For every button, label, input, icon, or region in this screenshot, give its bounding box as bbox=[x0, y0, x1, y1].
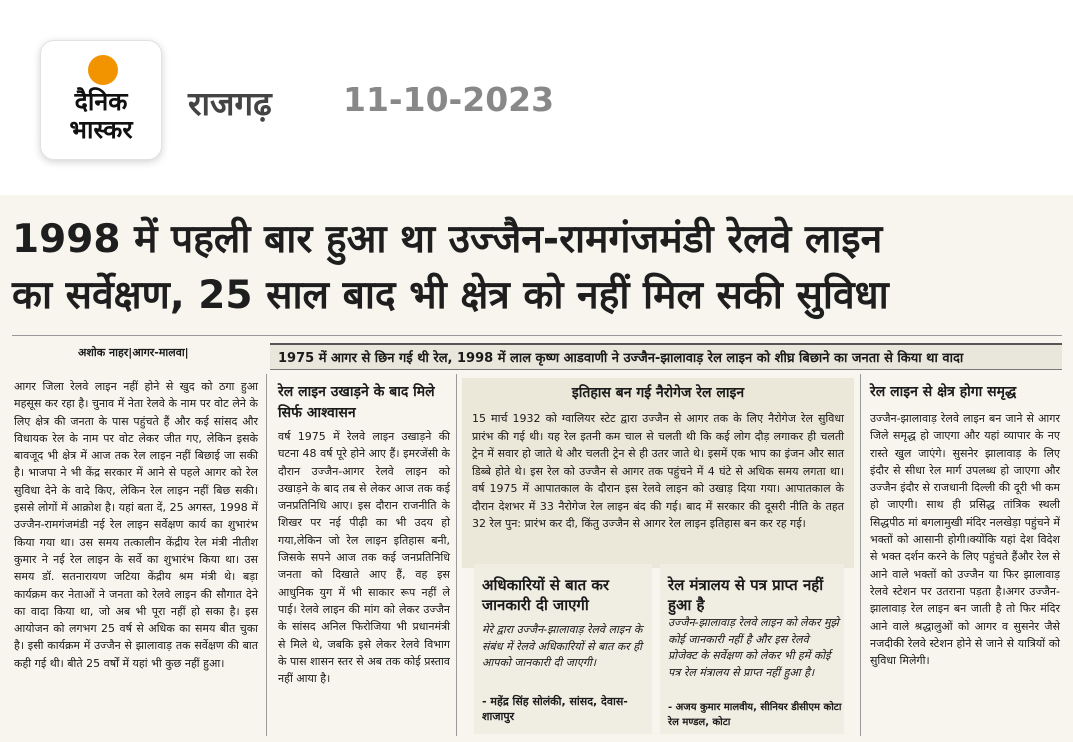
column-4-text: उज्जैन-झालावाड़ रेलवे लाइन बन जाने से आगर जिले समृद्ध हो जाएगा और यहां व्यापार के नए रास्ते खुल जाएंगे। सुसनेर झालावाड़ के लिए इंदौर से सीधा रेल मार्ग उपलब्ध हो जाएगा और उज्जैन इंदौर से राजधानी दिल्ली की दूरी भी कम हो जाएगी। साथ ही प्रसिद्ध तांत्रिक स्थली सिद्धपीठ मां बगलामुखी मंदिर नलखेड़ा पहुंचने में भक्तों को आसानी होगी।क्योंकि यहां देश विदेश से भक्त दर्शन करने के लिए पहुंचते हैंऔर रेल से आने वाले भक्तों को उज्जैन या फिर झालावाड़ रेलवे स्टेशन पर उतराना पड़ता है।अगर उज्जैन-झालावाड़ रेल लाइन बन जाती है तो फिर मंदिर आने वाले श्रद्धालुओं को आगर व सुसनेर जैसे नजदीकी रेलवे स्टेशन होने से जाने से यात्रियों को सुविधा मिलेगी। bbox=[870, 412, 1060, 668]
logo-text-line1: दैनिक bbox=[74, 87, 128, 116]
column-divider bbox=[860, 374, 861, 736]
quote-2-source: - अजय कुमार मालवीय, सीनियर डीसीएम कोटा रेल मण्डल, कोटा bbox=[668, 702, 842, 728]
byline: अशोक नाहर|आगर-मालवा| bbox=[78, 346, 189, 359]
quote-2-heading: रेल मंत्रालय से पत्र प्राप्त नहीं हुआ है bbox=[668, 576, 824, 614]
column-2-text: वर्ष 1975 में रेलवे लाइन उखाड़ने की घटना 48 वर्ष पूरे होने आए हैं। इमरजेंसी के दौरान उज्जैन-आगर रेलवे लाइन को उखाड़ने के बाद तब से लेकर आज तक कई जनप्रतिनिधि आए। इस दौरान राजनीति के शिखर पर नई पीढ़ी का भी उदय हो गया,लेकिन जो रेल लाइन इतिहास बनी, जिसके सपने आज तक कई जनप्रतिनिधि जनता को दिखाते आए हैं, वह इस आधुनिक युग में भी साकार रूप नहीं ले पाई। रेलवे लाइन की मांग को लेकर उज्जैन के सांसद अनिल फिरोजिया भी प्रधानमंत्री से मिले थे, जबकि इसे लेकर रेलवे विभाग के पास शासन स्तर से अब तक कोई प्रस्ताव नहीं आया है। bbox=[278, 430, 450, 686]
quote-1-text: मेरे द्वारा उज्जैन-झालावाड़ रेलवे लाइन के संबंध में रेलवे अधिकारियों से बात कर ही आपको जानकारी दी जाएगी। bbox=[482, 623, 643, 669]
edition-date: 11-10-2023 bbox=[343, 80, 555, 119]
quote-1-heading: अधिकारियों से बात कर जानकारी दी जाएगी bbox=[482, 576, 610, 614]
logo-text-line2: भास्कर bbox=[69, 115, 133, 144]
column-divider bbox=[456, 374, 457, 736]
column-4-heading: रेल लाइन से क्षेत्र होगा समृद्ध bbox=[870, 384, 1017, 400]
quote-2-text: उज्जैन-झालावाड़ रेलवे लाइन को लेकर मुझे कोई जानकारी नहीं है और इस रेलवे प्रोजेक्ट के सर्वेक्षण को लेकर भी हमें कोई पत्र रेल मंत्रालय से प्राप्त नहीं हुआ है। bbox=[668, 616, 839, 679]
city-name: राजगढ़ bbox=[188, 84, 272, 123]
column-2-heading: रेल लाइन उखाड़ने के बाद मिले सिर्फ आश्वासन bbox=[278, 384, 435, 421]
headline-line2: का सर्वेक्षण, 25 साल बाद भी क्षेत्र को नहीं मिल सकी सुविधा bbox=[12, 273, 889, 318]
sun-icon bbox=[88, 55, 118, 85]
ribbon-text: 1975 में आगर से छिन गई थी रेल, 1998 में लाल कृष्ण आडवाणी ने उज्जैन-झालावाड़ रेल लाइन को शीघ्र बिछाने का जनता से किया था वादा bbox=[278, 351, 964, 366]
dainik-bhaskar-logo bbox=[40, 40, 162, 160]
divider bbox=[12, 335, 1062, 336]
column-1-text: आगर जिला रेलवे लाइन नहीं होने से खुद को ठगा हुआ महसूस कर रहा है। चुनाव में नेता रेलवे के नाम पर वोट लेने के लिए क्षेत्र की जनता के पास पहुंचते हैं और कई सांसद और विधायक रेल के नाम पर वोट लेकर जीत गए, लेकिन इसके बावजूद भी क्षेत्र में आज तक रेल लाइन नहीं बिछाई जा सकी है। भाजपा ने भी केंद्र सरकार में आने से पहले आगर को रेल सुविधा देने के वादे किए, लेकिन रेल लाइन नहीं बिछ सकी। इससे लोगों में आक्रोश है। यहां बता दें, 25 अगस्त, 1998 में उज्जैन-रामगंजमंडी नई रेल लाइन सर्वेक्षण कार्य का शुभारंभ किया गया था। उस समय तत्कालीन केंद्रीय रेल मंत्री नीतीश कुमार ने नई रेल लाइन के सर्वे का शुभारंभ किया था। उस समय डॉ. सतनारायण जटिया केंद्रीय श्रम मंत्री थे। बड़ा कार्यक्रम कर नेताओं ने जनता को रेलवे लाइन की सौगात देने का वादा किया था, जो अब भी पूरा नहीं हो सका है। इस आयोजन को लगभग 25 वर्ष से अधिक का समय बीत चुका है। इसी कार्यक्रम में उज्जैन से झालावाड़ तक सर्वेक्षण की बात कही गई थी। बीते 25 वर्षों में यहां भी कुछ नहीं हुआ। bbox=[14, 380, 258, 670]
quote-1-source: - महेंद्र सिंह सोलंकी, सांसद, देवास-शाजापुर bbox=[482, 695, 628, 723]
headline-line1: 1998 में पहली बार हुआ था उज्जैन-रामगंजमंडी रेलवे लाइन bbox=[12, 217, 883, 262]
column-divider bbox=[266, 374, 267, 736]
subheadline-ribbon bbox=[270, 343, 1062, 370]
history-box-heading: इतिहास बन गई नैरोगेज रेल लाइन bbox=[571, 385, 745, 401]
history-box-text: 15 मार्च 1932 को ग्वालियर स्टेट द्वारा उज्जैन से आगर तक के लिए नैरोगेज रेल सुविधा प्रारंभ की गई थी। यह रेल इतनी कम चाल से चलती थी कि कई लोग दौड़ लगाकर ही चलती ट्रेन में सवार हो जाते थे और चलती ट्रेन से ही उतर जाते थे। इसमें एक भाप का इंजन और सात डिब्बे होते थे। इस रेल को उज्जैन से आगर तक पहुंचने में 4 घंटे से अधिक समय लगता था। वर्ष 1975 में आपातकाल के दौरान इस रेलवे लाइन को उखाड़ दिया गया। आपातकाल के दौरान देशभर में 33 नैरोगेज रेल लाइन बंद की गई। बाद में सरकार की दूसरी नीति के तहत 32 रेल पुन: प्रारंभ कर दी, किंतु उज्जैन से आगर रेल लाइन इतिहास बन कर रह गई। bbox=[472, 412, 844, 530]
article-headline bbox=[12, 212, 1062, 324]
